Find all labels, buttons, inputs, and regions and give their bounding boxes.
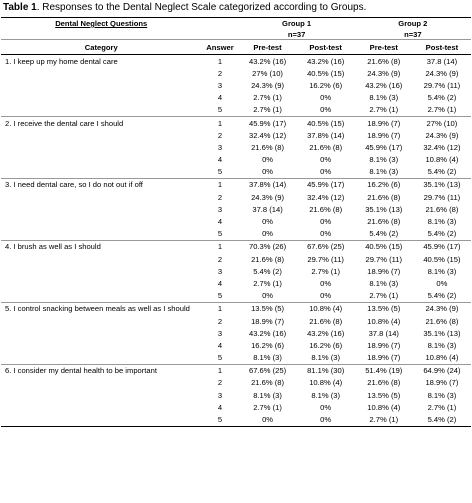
g1-pretest-cell: 21.6% (8)	[251, 378, 285, 388]
row-category	[1, 290, 201, 303]
table-row	[1, 154, 471, 166]
g2-posttest-cell: 24.3% (9)	[425, 68, 459, 78]
row-answer: 4	[217, 402, 223, 412]
row-answer: 4	[217, 93, 223, 103]
table-caption	[0, 0, 472, 17]
g1-posttest-cell: 0%	[320, 278, 332, 288]
g2-pretest-cell: 40.5% (15)	[365, 242, 403, 252]
row-category: 6. I consider my dental health to be important	[5, 366, 157, 376]
table-row	[1, 228, 471, 241]
row-answer: 2	[217, 254, 223, 264]
g1-posttest-cell: 16.2% (6)	[309, 340, 343, 350]
row-answer: 4	[217, 155, 223, 165]
g1-pretest-cell: 24.3% (9)	[251, 192, 285, 202]
table-row	[1, 55, 471, 68]
g2-posttest-cell: 5.4% (2)	[413, 290, 471, 303]
table-row	[1, 92, 471, 104]
g2-pretest-cell: 2.7% (1)	[355, 104, 413, 117]
g1-posttest-cell: 45.9% (17)	[307, 180, 345, 190]
table-row	[1, 104, 471, 117]
g1-posttest-cell: 0%	[320, 93, 332, 103]
table-row	[1, 377, 471, 389]
row-answer: 1	[217, 56, 223, 66]
row-category	[1, 277, 201, 289]
g1-posttest-cell: 0%	[320, 155, 332, 165]
table-row	[1, 141, 471, 153]
g2-pretest-cell: 21.6% (8)	[367, 378, 401, 388]
g2-pretest-cell: 16.2% (6)	[367, 180, 401, 190]
table-row	[1, 327, 471, 339]
row-category	[1, 92, 201, 104]
row-answer: 3	[217, 266, 223, 276]
row-category	[1, 413, 201, 426]
g1-pretest-cell: 2.7% (1)	[253, 402, 282, 412]
g1-posttest-cell: 10.8% (4)	[309, 304, 343, 314]
g2-posttest-cell: 5.4% (2)	[427, 93, 457, 103]
g2-pretest-cell: 18.9% (7)	[367, 130, 401, 140]
caption-text: . Responses to the Dental Neglect Scale categorized according to Groups.	[36, 2, 367, 13]
g2-pretest-cell: 8.1% (3)	[369, 278, 399, 288]
row-category	[1, 389, 201, 401]
g2-pretest-cell: 13.5% (5)	[367, 304, 401, 314]
g1-posttest-cell: 0%	[297, 413, 355, 426]
g2-pretest-cell: 5.4% (2)	[355, 228, 413, 241]
g2-pretest-cell: 18.9% (7)	[367, 340, 401, 350]
g2-pretest-cell: 21.6% (8)	[367, 56, 401, 66]
group1-header: Group 1	[239, 18, 355, 30]
row-answer: 3	[217, 80, 223, 90]
row-answer: 1	[217, 366, 223, 376]
g2-posttest-cell: 35.1% (13)	[423, 328, 461, 338]
g2-pretest-cell: 8.1% (3)	[369, 93, 399, 103]
row-category	[1, 339, 201, 351]
group2-pretest-header: Pre-test	[355, 40, 413, 55]
g1-pretest-cell: 27% (10)	[252, 68, 283, 78]
group2-n: n=37	[404, 29, 422, 39]
row-category	[1, 327, 201, 339]
row-answer: 5	[201, 413, 238, 426]
row-category	[1, 377, 201, 389]
row-answer: 5	[201, 104, 238, 117]
g2-posttest-cell: 10.8% (4)	[413, 352, 471, 365]
row-answer: 2	[217, 378, 223, 388]
row-category: 1. I keep up my home dental care	[5, 56, 118, 66]
row-answer: 1	[217, 180, 223, 190]
row-answer: 3	[217, 204, 223, 214]
g1-pretest-cell: 0%	[239, 290, 297, 303]
g1-pretest-cell: 0%	[262, 217, 274, 227]
g1-posttest-cell: 10.8% (4)	[309, 378, 343, 388]
row-answer: 2	[217, 68, 223, 78]
row-category	[1, 401, 201, 413]
g2-pretest-cell: 2.7% (1)	[355, 413, 413, 426]
row-answer: 5	[201, 290, 238, 303]
g1-pretest-cell: 32.4% (12)	[248, 130, 287, 140]
g2-posttest-cell: 45.9% (17)	[423, 242, 461, 252]
g1-posttest-cell: 37.8% (14)	[307, 130, 345, 140]
g1-posttest-cell: 21.6% (8)	[309, 204, 343, 214]
row-answer: 4	[217, 217, 223, 227]
g1-posttest-cell: 43.2% (16)	[307, 56, 345, 66]
row-answer: 5	[201, 228, 238, 241]
g2-pretest-cell: 29.7% (11)	[365, 254, 403, 264]
g2-pretest-cell: 2.7% (1)	[355, 290, 413, 303]
row-answer: 2	[217, 192, 223, 202]
g2-posttest-cell: 5.4% (2)	[413, 228, 471, 241]
g2-pretest-cell: 21.6% (8)	[367, 192, 401, 202]
g1-pretest-cell: 37.8 (14)	[252, 204, 283, 214]
g1-posttest-cell: 0%	[297, 166, 355, 179]
row-category: 3. I need dental care, so I do not out if off	[5, 180, 143, 190]
g1-pretest-cell: 43.2% (16)	[248, 56, 287, 66]
g1-pretest-cell: 5.4% (2)	[253, 266, 282, 276]
row-category: 5. I control snacking between meals as well as I should	[5, 304, 190, 314]
table-row	[1, 290, 471, 303]
row-category	[1, 253, 201, 265]
row-category	[1, 154, 201, 166]
g1-pretest-cell: 21.6% (8)	[251, 142, 285, 152]
row-category: 2. I receive the dental care I should	[5, 118, 124, 128]
g1-posttest-cell: 2.7% (1)	[311, 266, 341, 276]
g2-pretest-cell: 21.6% (8)	[367, 217, 401, 227]
answer-header: Answer	[201, 40, 238, 55]
row-category	[1, 228, 201, 241]
row-answer: 3	[217, 390, 223, 400]
row-category	[1, 265, 201, 277]
g1-posttest-cell: 29.7% (11)	[307, 254, 344, 264]
g1-posttest-cell: 81.1% (30)	[307, 366, 345, 376]
g1-posttest-cell: 40.5% (15)	[307, 118, 345, 128]
g1-pretest-cell: 45.9% (17)	[248, 118, 287, 128]
table-row	[1, 389, 471, 401]
g2-posttest-cell: 35.1% (13)	[423, 180, 461, 190]
table-body	[1, 55, 471, 427]
table-row	[1, 240, 471, 253]
table-row	[1, 253, 471, 265]
g1-posttest-cell: 40.5% (15)	[307, 68, 345, 78]
row-answer: 1	[217, 118, 223, 128]
g2-pretest-cell: 37.8 (14)	[368, 328, 399, 338]
table-row	[1, 67, 471, 79]
g1-pretest-cell: 0%	[262, 155, 274, 165]
group1-n: n=37	[287, 29, 306, 39]
table-row	[1, 79, 471, 91]
table-row	[1, 413, 471, 426]
table-row	[1, 352, 471, 365]
row-category	[1, 129, 201, 141]
g1-pretest-cell: 8.1% (3)	[253, 390, 282, 400]
g2-pretest-cell: 35.1% (13)	[365, 204, 403, 214]
g1-posttest-cell: 32.4% (12)	[307, 192, 345, 202]
table-row	[1, 116, 471, 129]
row-category	[1, 104, 201, 117]
g1-pretest-cell: 0%	[239, 166, 297, 179]
g2-posttest-cell: 21.6% (8)	[425, 204, 459, 214]
g2-pretest-cell: 51.4% (19)	[365, 366, 403, 376]
g1-pretest-cell: 43.2% (16)	[248, 328, 287, 338]
g1-posttest-cell: 0%	[297, 104, 355, 117]
g2-posttest-cell: 5.4% (2)	[413, 166, 471, 179]
g2-posttest-cell: 64.9% (24)	[423, 366, 461, 376]
group1-pretest-header: Pre-test	[239, 40, 297, 55]
g2-pretest-cell: 18.9% (7)	[355, 352, 413, 365]
g2-pretest-cell: 43.2% (16)	[365, 80, 403, 90]
row-category: 4. I brush as well as I should	[5, 242, 101, 252]
g1-posttest-cell: 0%	[320, 402, 332, 412]
table-row	[1, 178, 471, 191]
g1-pretest-cell: 24.3% (9)	[251, 80, 285, 90]
row-answer: 4	[217, 278, 223, 288]
g2-posttest-cell: 8.1% (3)	[427, 266, 457, 276]
g1-pretest-cell: 37.8% (14)	[248, 180, 287, 190]
g1-pretest-cell: 0%	[239, 413, 297, 426]
table-row	[1, 302, 471, 315]
g2-posttest-cell: 8.1% (3)	[427, 340, 457, 350]
g1-pretest-cell: 67.6% (25)	[248, 366, 287, 376]
g1-posttest-cell: 0%	[320, 217, 332, 227]
g2-pretest-cell: 18.9% (7)	[367, 266, 401, 276]
row-answer: 5	[201, 166, 238, 179]
row-category	[1, 191, 201, 203]
g2-posttest-cell: 2.7% (1)	[427, 402, 457, 412]
row-answer: 1	[217, 304, 223, 314]
group2-header: Group 2	[355, 18, 471, 30]
table-row	[1, 401, 471, 413]
g2-posttest-cell: 10.8% (4)	[425, 155, 459, 165]
g2-pretest-cell: 10.8% (4)	[367, 316, 401, 326]
g2-posttest-cell: 24.3% (9)	[425, 304, 459, 314]
group1-posttest-header: Post-test	[297, 40, 355, 55]
g2-posttest-cell: 27% (10)	[426, 118, 458, 128]
g2-pretest-cell: 8.1% (3)	[355, 166, 413, 179]
g1-pretest-cell: 18.9% (7)	[251, 316, 285, 326]
row-answer: 2	[217, 130, 223, 140]
table-row	[1, 339, 471, 351]
table-row	[1, 166, 471, 179]
g2-pretest-cell: 24.3% (9)	[367, 68, 401, 78]
g1-pretest-cell: 0%	[239, 228, 297, 241]
g2-posttest-cell: 18.9% (7)	[425, 378, 459, 388]
row-answer: 3	[217, 328, 223, 338]
g1-posttest-cell: 16.2% (6)	[309, 80, 343, 90]
group2-posttest-header: Post-test	[413, 40, 471, 55]
g2-posttest-cell: 0%	[436, 278, 448, 288]
g1-posttest-cell: 67.6% (25)	[307, 242, 345, 252]
table-row	[1, 191, 471, 203]
caption-label: Table 1	[3, 2, 37, 13]
table-row	[1, 277, 471, 289]
row-answer: 4	[217, 340, 223, 350]
g2-posttest-cell: 24.3% (9)	[425, 130, 459, 140]
g1-pretest-cell: 70.3% (26)	[248, 242, 287, 252]
g1-posttest-cell: 8.1% (3)	[297, 352, 355, 365]
g2-pretest-cell: 10.8% (4)	[367, 402, 401, 412]
g2-pretest-cell: 13.5% (5)	[367, 390, 401, 400]
row-category	[1, 141, 201, 153]
g2-posttest-cell: 8.1% (3)	[427, 217, 457, 227]
g1-pretest-cell: 21.6% (8)	[251, 254, 285, 264]
row-answer: 3	[217, 142, 223, 152]
table-row	[1, 203, 471, 215]
g2-posttest-cell: 21.6% (8)	[425, 316, 459, 326]
g2-posttest-cell: 2.7% (1)	[413, 104, 471, 117]
g1-pretest-cell: 2.7% (1)	[253, 278, 282, 288]
g2-pretest-cell: 18.9% (7)	[367, 118, 401, 128]
row-answer: 1	[217, 242, 223, 252]
row-category	[1, 166, 201, 179]
g1-posttest-cell: 21.6% (8)	[309, 316, 343, 326]
row-category	[1, 203, 201, 215]
g2-posttest-cell: 5.4% (2)	[413, 413, 471, 426]
dental-neglect-table	[1, 17, 471, 427]
table-row	[1, 364, 471, 377]
g2-posttest-cell: 40.5% (15)	[423, 254, 461, 264]
table-row	[1, 129, 471, 141]
row-category	[1, 215, 201, 227]
g2-pretest-cell: 45.9% (17)	[365, 142, 403, 152]
category-header: Category	[1, 40, 201, 55]
g1-pretest-cell: 16.2% (6)	[251, 340, 285, 350]
g1-posttest-cell: 8.1% (3)	[311, 390, 341, 400]
g1-posttest-cell: 0%	[297, 290, 355, 303]
row-category	[1, 79, 201, 91]
row-answer: 5	[201, 352, 238, 365]
table-row	[1, 315, 471, 327]
table-row	[1, 215, 471, 227]
g1-pretest-cell: 8.1% (3)	[239, 352, 297, 365]
g2-posttest-cell: 8.1% (3)	[427, 390, 457, 400]
row-category	[1, 352, 201, 365]
row-answer: 2	[217, 316, 223, 326]
g1-posttest-cell: 0%	[297, 228, 355, 241]
g2-posttest-cell: 32.4% (12)	[423, 142, 461, 152]
row-category	[1, 315, 201, 327]
g1-pretest-cell: 2.7% (1)	[239, 104, 297, 117]
g1-pretest-cell: 13.5% (5)	[251, 304, 285, 314]
g1-posttest-cell: 43.2% (16)	[307, 328, 345, 338]
table-row	[1, 265, 471, 277]
g2-posttest-cell: 29.7% (11)	[423, 192, 461, 202]
g2-posttest-cell: 29.7% (11)	[423, 80, 461, 90]
g1-posttest-cell: 21.6% (8)	[309, 142, 343, 152]
row-category	[1, 67, 201, 79]
questions-header: Dental Neglect Questions	[1, 18, 201, 30]
g1-pretest-cell: 2.7% (1)	[253, 93, 282, 103]
g2-pretest-cell: 8.1% (3)	[369, 155, 399, 165]
g2-posttest-cell: 37.8 (14)	[426, 56, 458, 66]
